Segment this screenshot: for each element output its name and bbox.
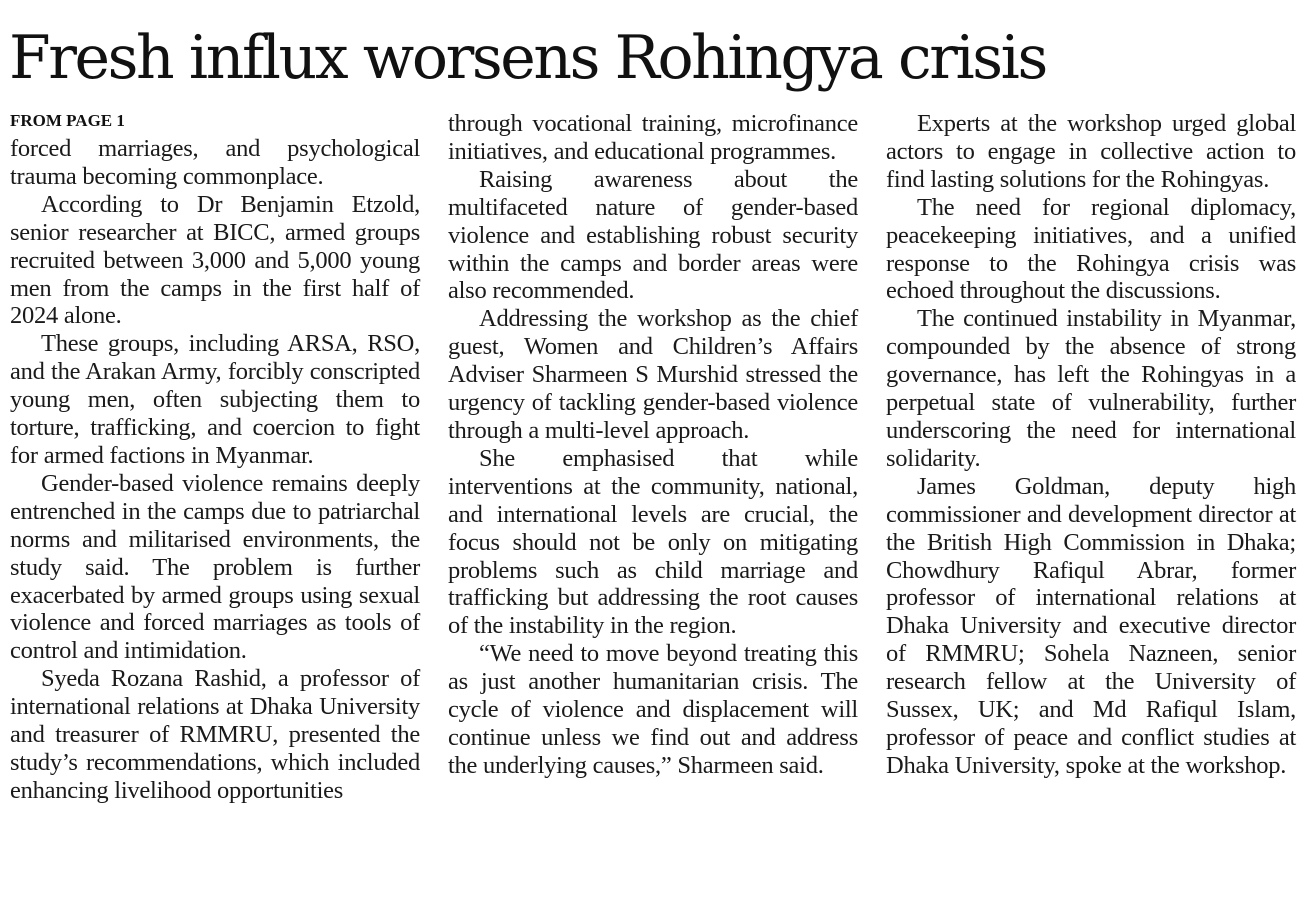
paragraph: These groups, including ARSA, RSO, and the Arakan Army, forcibly conscripted young men, often subjecting them to torture, trafficking, and coercion to fight for armed factions in Myanmar. [10,330,420,469]
paragraph: James Goldman, deputy high commissioner and development director at the British High Commission in Dhaka; Chowdhury Rafiqul Abrar, former professor of international relations at Dhaka University and executive director of RMMRU; Sohela Nazneen, senior research fellow at the University of Sussex, UK; and Md Rafiqul Islam, professor of peace and conflict studies at Dhaka University, spoke at the workshop. [886,472,1296,779]
paragraph: Experts at the workshop urged global actors to engage in collective action to find lasting solutions for the Rohingyas. [886,110,1296,193]
paragraph: The need for regional diplomacy, peacekeeping initiatives, and a unified response to the Rohingya crisis was echoed throughout the discussions. [886,193,1296,305]
headline: Fresh influx worsens Rohingya crisis [9,23,1046,93]
paragraph: Syeda Rozana Rashid, a professor of international relations at Dhaka University and treasurer of RMMRU, presented the study’s recommendations, which included enhancing livelihood opportunities [10,665,420,804]
paragraph: “We need to move beyond treating this as just another humanitarian crisis. The cycle of violence and displacement will continue unless we find out and address the underlying causes,” Sharmeen said. [448,640,858,779]
paragraph: She emphasised that while interventions at the community, national, and international levels are crucial, the focus should not be only on mitigating problems such as child marriage and trafficking but addressing the root causes of the instability in the region. [448,444,858,640]
continuation-kicker: FROM PAGE 1 [10,111,125,130]
paragraph: forced marriages, and psychological trauma becoming commonplace. [10,135,420,190]
article-column-3 [886,110,1296,780]
article-column-1 [10,110,420,805]
article-column-2 [448,110,858,780]
paragraph: According to Dr Benjamin Etzold, senior researcher at BICC, armed groups recruited between 3,000 and 5,000 young men from the camps in the first half of 2024 alone. [10,190,420,330]
paragraph: through vocational training, microfinance initiatives, and educational programmes. [448,110,858,165]
paragraph: The continued instability in Myanmar, compounded by the absence of strong governance, has left the Rohingyas in a perpetual state of vulnerability, further underscoring the need for international solidarity. [886,305,1296,472]
paragraph: Gender-based violence remains deeply entrenched in the camps due to patriarchal norms and militarised environments, the study said. The problem is further exacerbated by armed groups using sexual violence and forced marriages as tools of control and intimidation. [10,469,420,665]
paragraph: Raising awareness about the multifaceted nature of gender-based violence and establishing robust security within the camps and border areas were also recommended. [448,165,858,305]
paragraph: Addressing the workshop as the chief guest, Women and Children’s Affairs Adviser Sharmeen S Murshid stressed the urgency of tackling gender-based violence through a multi-level approach. [448,305,858,444]
